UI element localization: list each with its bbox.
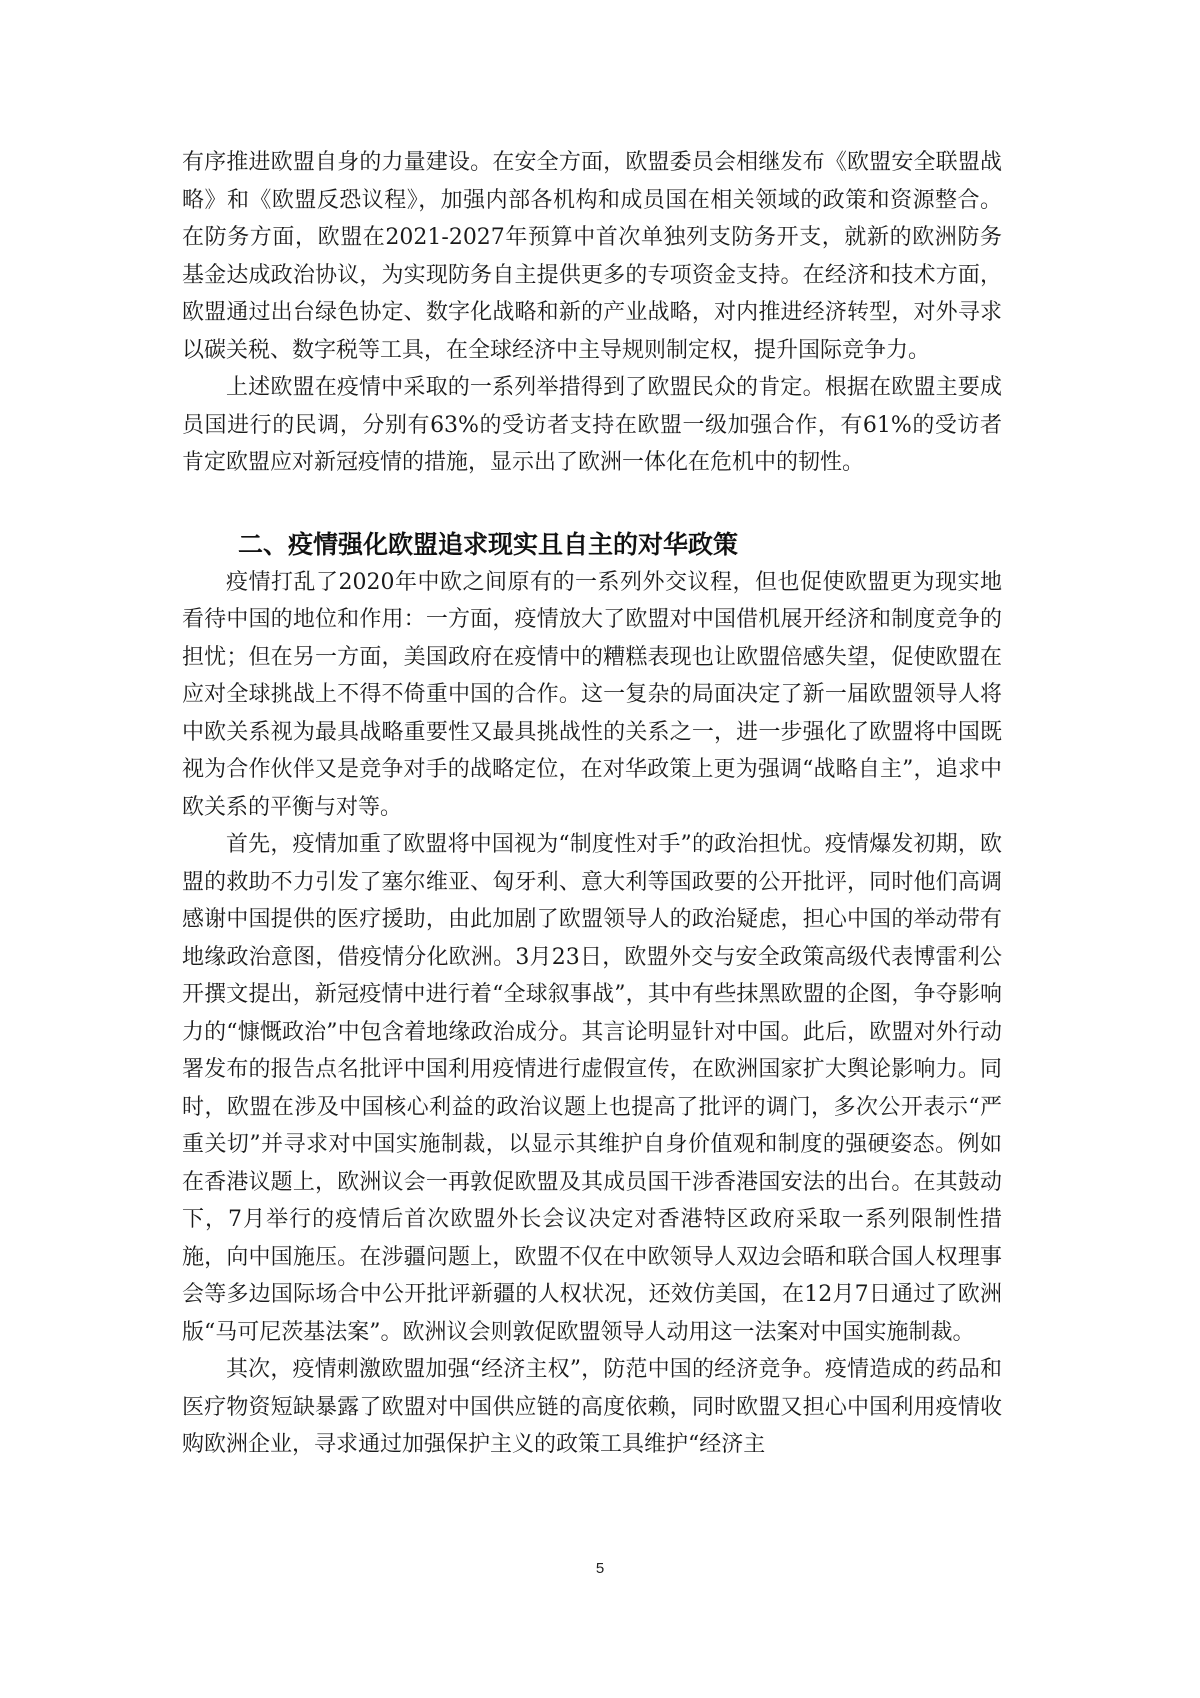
paragraph-systemic-rival: 首先，疫情加重了欧盟将中国视为“制度性对手”的政治担忧。疫情爆发初期，欧盟的救助不力引发了塞尔维亚、匈牙利、意大利等国政要的公开批评，同时他们高调感谢中国提供的医疗援助，由此加剧了欧盟领导人的政治疑虑，担心中国的举动带有地缘政治意图，借疫情分化欧洲。3月23日，欧盟外交与安全政策高级代表博雷利公开撰文提出，新冠疫情中进行着“全球叙事战”，其中有些抹黑欧盟的企图，争夺影响力的“慷慨政治”中包含着地缘政治成分。其言论明显针对中国。此后，欧盟对外行动署发布的报告点名批评中国利用疫情进行虚假宣传，在欧洲国家扩大舆论影响力。同时，欧盟在涉及中国核心利益的政治议题上也提高了批评的调门，多次公开表示“严重关切”并寻求对中国实施制裁，以显示其维护自身价值观和制度的强硬姿态。例如在香港议题上，欧洲议会一再敦促欧盟及其成员国干涉香港国安法的出台。在其鼓动下，7月举行的疫情后首次欧盟外长会议决定对香港特区政府采取一系列限制性措施，向中国施压。在涉疆问题上，欧盟不仅在中欧领导人双边会晤和联合国人权理事会等多边国际场合中公开批评新疆的人权状况，还效仿美国，在12月7日通过了欧洲版“马可尼茨基法案”。欧洲议会则敦促欧盟领导人动用这一法案对中国实施制裁。 — [182, 832, 1002, 1345]
page-number: 5 — [595, 1560, 605, 1577]
paragraph-diplomatic-agenda: 疫情打乱了2020年中欧之间原有的一系列外交议程，但也促使欧盟更为现实地看待中国的地位和作用：一方面，疫情放大了欧盟对中国借机展开经济和制度竞争的担忧；但在另一方面，美国政府在疫情中的糟糕表现也让欧盟倍感失望，促使欧盟在应对全球挑战上不得不倚重中国的合作。这一复杂的局面决定了新一届欧盟领导人将中欧关系视为最具战略重要性又最具挑战性的关系之一，进一步强化了欧盟将中国既视为合作伙伴又是竞争对手的战略定位，在对华政策上更为强调“战略自主”，追求中欧关系的平衡与对等。 — [182, 569, 1002, 820]
paragraph-force-building: 有序推进欧盟自身的力量建设。在安全方面，欧盟委员会相继发布《欧盟安全联盟战略》和《欧盟反恐议程》，加强内部各机构和成员国在相关领域的政策和资源整合。在防务方面，欧盟在2021-2027年预算中首次单独列支防务开支，就新的欧洲防务基金达成政治协议，为实现防务自主提供更多的专项资金支持。在经济和技术方面，欧盟通过出台绿色协定、数字化战略和新的产业战略，对内推进经济转型，对外寻求以碳关税、数字税等工具，在全球经济中主导规则制定权，提升国际竞争力。 — [182, 150, 1002, 363]
paragraph-public-support: 上述欧盟在疫情中采取的一系列举措得到了欧盟民众的肯定。根据在欧盟主要成员国进行的民调，分别有63%的受访者支持在欧盟一级加强合作，有61%的受访者肯定欧盟应对新冠疫情的措施，显示出了欧洲一体化在危机中的韧性。 — [182, 375, 1002, 475]
document-body — [182, 144, 1002, 1464]
section-heading: 二、疫情强化欧盟追求现实且自主的对华政策 — [238, 529, 739, 559]
paragraph-economic-sovereignty: 其次，疫情刺激欧盟加强“经济主权”，防范中国的经济竞争。疫情造成的药品和医疗物资短缺暴露了欧盟对中国供应链的高度依赖，同时欧盟又担心中国利用疫情收购欧洲企业，寻求通过加强保护主义的政策工具维护“经济主 — [182, 1357, 1002, 1457]
